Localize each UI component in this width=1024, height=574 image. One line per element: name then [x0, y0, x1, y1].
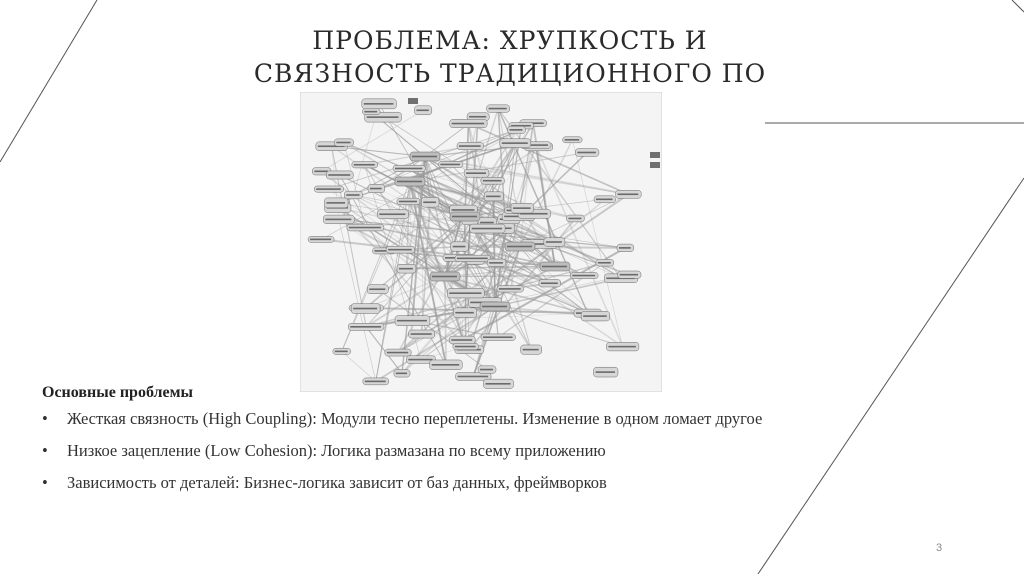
graph-node-label	[618, 193, 639, 195]
graph-node-label	[388, 249, 412, 251]
graph-node-label	[455, 312, 473, 314]
graph-node-label	[469, 116, 486, 118]
graph-node-label	[353, 308, 377, 310]
graph-node-label	[365, 381, 386, 383]
graph-node-label	[408, 359, 432, 361]
graph-node-label	[412, 156, 437, 158]
graph-node-label	[379, 213, 405, 215]
graph-edge	[465, 217, 466, 347]
graph-node-label	[416, 109, 428, 111]
graph-node-label	[541, 282, 558, 284]
graph-node-label	[546, 241, 562, 243]
graph-node-label	[399, 201, 417, 203]
bullet-list	[42, 409, 822, 493]
graph-node-label	[399, 268, 413, 270]
graph-node-label	[354, 164, 375, 166]
graph-node-label	[316, 188, 341, 190]
graph-node-label	[568, 218, 581, 220]
graph-node-label	[510, 129, 523, 131]
graph-node-label	[455, 346, 476, 348]
graph-node-label	[367, 116, 399, 118]
graph-node-label	[480, 369, 493, 371]
graph-node-label	[314, 171, 328, 173]
graph-node-label	[598, 262, 611, 264]
graph-node-label	[346, 194, 359, 196]
graph-node-label	[472, 228, 502, 230]
graph-node-label	[395, 168, 422, 170]
graph-dark-node	[650, 152, 660, 158]
graph-node-label	[310, 239, 331, 241]
graph-node-label	[336, 142, 350, 144]
graph-edge	[445, 277, 446, 365]
graph-node-label	[577, 152, 596, 154]
graph-node-label	[523, 349, 539, 351]
graph-node-label	[328, 174, 350, 176]
graph-node-label	[387, 352, 408, 354]
graph-node-label	[432, 276, 457, 278]
bullet-item	[42, 409, 822, 429]
graph-node-label	[364, 111, 377, 113]
graph-node-label	[335, 351, 348, 353]
graph-node-label	[449, 292, 481, 294]
graph-node-label	[397, 181, 422, 183]
graph-node-label	[396, 373, 407, 375]
graph-node-label	[620, 274, 638, 276]
graph-node-label	[370, 188, 382, 190]
bullet-dot: •	[42, 473, 48, 492]
title-line-1: ПРОБЛЕМА: ХРУПКОСТЬ И	[312, 26, 708, 55]
graph-dark-node	[650, 162, 660, 168]
graph-node-label	[542, 266, 567, 268]
dependency-graph-image	[300, 92, 662, 392]
graph-node-label	[513, 207, 531, 209]
graph-node-label	[499, 288, 521, 290]
graph-node-label	[596, 371, 615, 373]
graph-node-label	[326, 202, 345, 204]
graph-node-label	[452, 209, 475, 211]
graph-node-label	[459, 145, 481, 147]
bullet-text: Жесткая связность (High Coupling): Модули тесно переплетены. Изменение в одном ломает другое	[67, 409, 763, 428]
bullet-dot: •	[42, 409, 48, 428]
page-number: 3	[936, 542, 943, 554]
graph-node-label	[596, 199, 612, 201]
graph-node-label	[565, 139, 580, 141]
graph-node-label	[619, 247, 631, 249]
graph-node-label	[440, 164, 460, 166]
graph-node-label	[364, 103, 394, 105]
deco-line-top-left	[0, 0, 97, 162]
graph-node-label	[411, 333, 432, 335]
deco-line-top-right	[1012, 0, 1024, 12]
bullet-text: Низкое зацепление (Low Cohesion): Логика размазана по всему приложению	[67, 441, 606, 460]
bullet-item	[42, 441, 822, 461]
slide-title	[150, 24, 870, 90]
bullet-item	[42, 473, 822, 493]
bullet-text: Зависимость от деталей: Бизнес-логика зависит от баз данных, фреймворков	[67, 473, 607, 492]
graph-node-label	[583, 315, 607, 317]
graph-node-label	[453, 246, 466, 248]
graph-node-label	[502, 142, 528, 144]
section-heading: Основные проблемы	[42, 384, 194, 401]
graph-node-label	[483, 180, 502, 182]
graph-node-label	[489, 108, 507, 110]
graph-node-label	[483, 336, 513, 338]
title-line-2: СВЯЗНОСТЬ ТРАДИЦИОННОГО ПО	[253, 59, 767, 88]
graph-node-label	[489, 262, 503, 264]
graph-node-label	[486, 196, 500, 198]
graph-node-label	[432, 364, 460, 366]
graph-node-label	[423, 201, 436, 203]
graph-node-label	[452, 123, 484, 125]
graph-node-label	[480, 222, 494, 224]
graph-node-label	[349, 227, 381, 229]
graph-node-label	[350, 326, 381, 328]
graph-node-label	[458, 376, 488, 378]
graph-node-label	[466, 172, 486, 174]
content-block	[42, 384, 822, 505]
graph-node-label	[451, 339, 472, 341]
graph-node-label	[369, 288, 385, 290]
graph-node-label	[452, 216, 477, 218]
deco-line-right-diagonal	[758, 178, 1024, 574]
graph-node-label	[608, 346, 635, 348]
graph-node-label	[457, 258, 488, 260]
graph-dark-node	[408, 98, 418, 104]
bullet-dot: •	[42, 441, 48, 460]
graph-node-label	[325, 219, 351, 221]
graph-node-label	[482, 306, 507, 308]
graph-node-label	[507, 246, 532, 248]
graph-node-label	[397, 320, 427, 322]
graph-node-label	[572, 275, 595, 277]
